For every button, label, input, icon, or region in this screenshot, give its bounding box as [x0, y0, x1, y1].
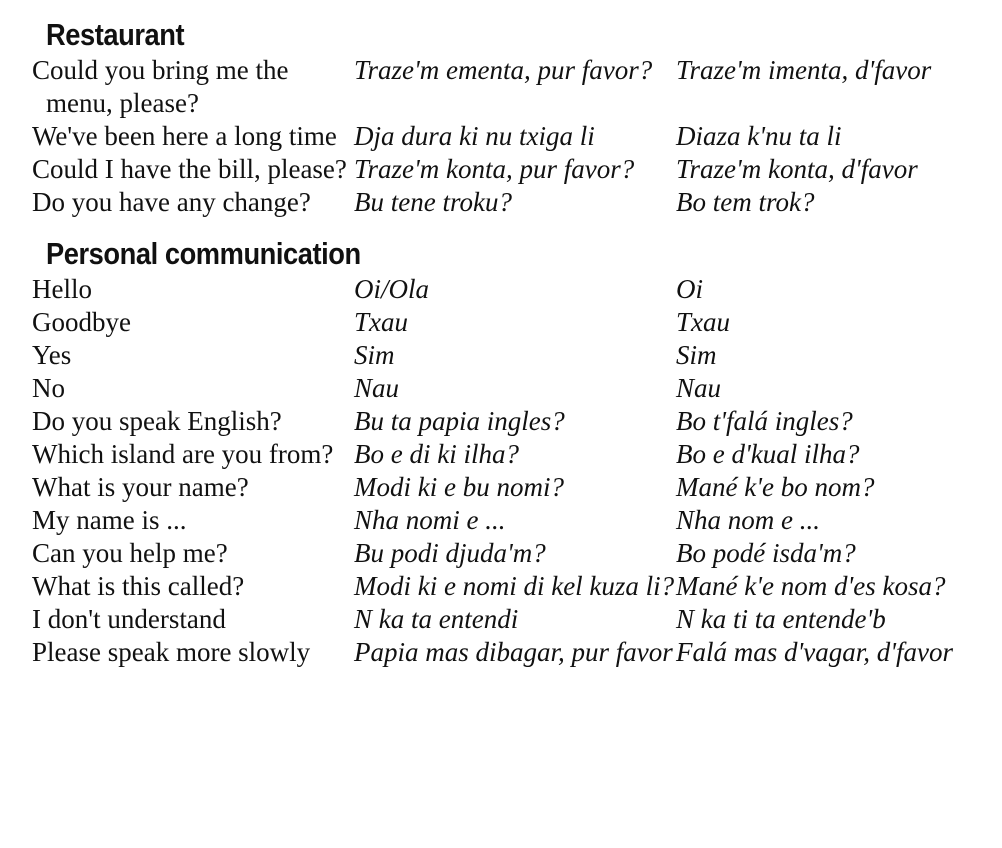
- phrasebook-page: [32, 16, 986, 669]
- crioulo-phrase-variant-1: Papia mas dibagar, pur favor: [354, 637, 673, 667]
- section-heading-restaurant: Restaurant: [46, 17, 185, 52]
- english-phrase: I don't understand: [32, 604, 226, 634]
- personal-communication-phrase-list: [32, 273, 986, 669]
- crioulo-phrase-variant-1: Oi/Ola: [354, 274, 430, 304]
- english-phrase: Could I have the bill, please?: [32, 154, 347, 184]
- phrase-row: [32, 405, 986, 438]
- crioulo-phrase-variant-1: Txau: [354, 307, 408, 337]
- crioulo-phrase-variant-2: Falá mas d'vagar, d'favor: [676, 637, 954, 667]
- phrase-row: [32, 372, 986, 405]
- crioulo-phrase-variant-1: N ka ta entendi: [354, 604, 519, 634]
- english-phrase: Could you bring me the menu, please?: [32, 55, 289, 118]
- crioulo-phrase-variant-2: Mané k'e bo nom?: [676, 472, 875, 502]
- crioulo-phrase-variant-2: Nau: [676, 373, 722, 403]
- section-heading-personal-communication: Personal communication: [46, 236, 361, 271]
- english-phrase: My name is ...: [32, 505, 187, 535]
- phrase-row: [32, 273, 986, 306]
- crioulo-phrase-variant-2: Traze'm konta, d'favor: [676, 154, 918, 184]
- phrase-row: [32, 186, 986, 219]
- crioulo-phrase-variant-1: Dja dura ki nu txiga li: [354, 121, 595, 151]
- crioulo-phrase-variant-2: N ka ti ta entende'b: [676, 604, 886, 634]
- crioulo-phrase-variant-2: Bo e d'kual ilha?: [676, 439, 860, 469]
- crioulo-phrase-variant-2: Mané k'e nom d'es kosa?: [676, 571, 946, 601]
- phrase-row: [32, 54, 986, 120]
- phrase-row: [32, 339, 986, 372]
- english-phrase: What is this called?: [32, 571, 245, 601]
- phrase-row: [32, 306, 986, 339]
- english-phrase: Yes: [32, 340, 72, 370]
- crioulo-phrase-variant-2: Txau: [676, 307, 730, 337]
- english-phrase: Goodbye: [32, 307, 131, 337]
- crioulo-phrase-variant-1: Nha nomi e ...: [354, 505, 506, 535]
- crioulo-phrase-variant-2: Traze'm imenta, d'favor: [676, 55, 932, 85]
- crioulo-phrase-variant-1: Modi ki e nomi di kel kuza li?: [354, 571, 675, 601]
- crioulo-phrase-variant-1: Modi ki e bu nomi?: [354, 472, 564, 502]
- phrase-row: [32, 504, 986, 537]
- english-phrase: Hello: [32, 274, 92, 304]
- crioulo-phrase-variant-2: Bo t'falá ingles?: [676, 406, 853, 436]
- crioulo-phrase-variant-2: Nha nom e ...: [676, 505, 820, 535]
- crioulo-phrase-variant-1: Bu tene troku?: [354, 187, 512, 217]
- phrase-row: [32, 471, 986, 504]
- crioulo-phrase-variant-1: Sim: [354, 340, 395, 370]
- phrase-row: [32, 537, 986, 570]
- english-phrase: What is your name?: [32, 472, 249, 502]
- restaurant-phrase-list: [32, 54, 986, 219]
- phrase-row: [32, 120, 986, 153]
- english-phrase: Which island are you from?: [32, 439, 334, 469]
- crioulo-phrase-variant-1: Bu podi djuda'm?: [354, 538, 546, 568]
- crioulo-phrase-variant-2: Oi: [676, 274, 703, 304]
- phrase-row: [32, 603, 986, 636]
- crioulo-phrase-variant-2: Sim: [676, 340, 717, 370]
- english-phrase: Do you speak English?: [32, 406, 282, 436]
- crioulo-phrase-variant-1: Traze'm ementa, pur favor?: [354, 55, 653, 85]
- crioulo-phrase-variant-1: Nau: [354, 373, 400, 403]
- crioulo-phrase-variant-1: Bo e di ki ilha?: [354, 439, 519, 469]
- crioulo-phrase-variant-1: Traze'm konta, pur favor?: [354, 154, 635, 184]
- english-phrase: Please speak more slowly: [32, 637, 311, 667]
- phrase-row: [32, 153, 986, 186]
- crioulo-phrase-variant-2: Diaza k'nu ta li: [676, 121, 842, 151]
- crioulo-phrase-variant-1: Bu ta papia ingles?: [354, 406, 565, 436]
- phrase-row: [32, 636, 986, 669]
- english-phrase: No: [32, 373, 65, 403]
- english-phrase: We've been here a long time: [32, 121, 337, 151]
- crioulo-phrase-variant-2: Bo tem trok?: [676, 187, 815, 217]
- phrase-row: [32, 570, 986, 603]
- phrase-row: [32, 438, 986, 471]
- english-phrase: Do you have any change?: [32, 187, 311, 217]
- english-phrase: Can you help me?: [32, 538, 228, 568]
- crioulo-phrase-variant-2: Bo podé isda'm?: [676, 538, 856, 568]
